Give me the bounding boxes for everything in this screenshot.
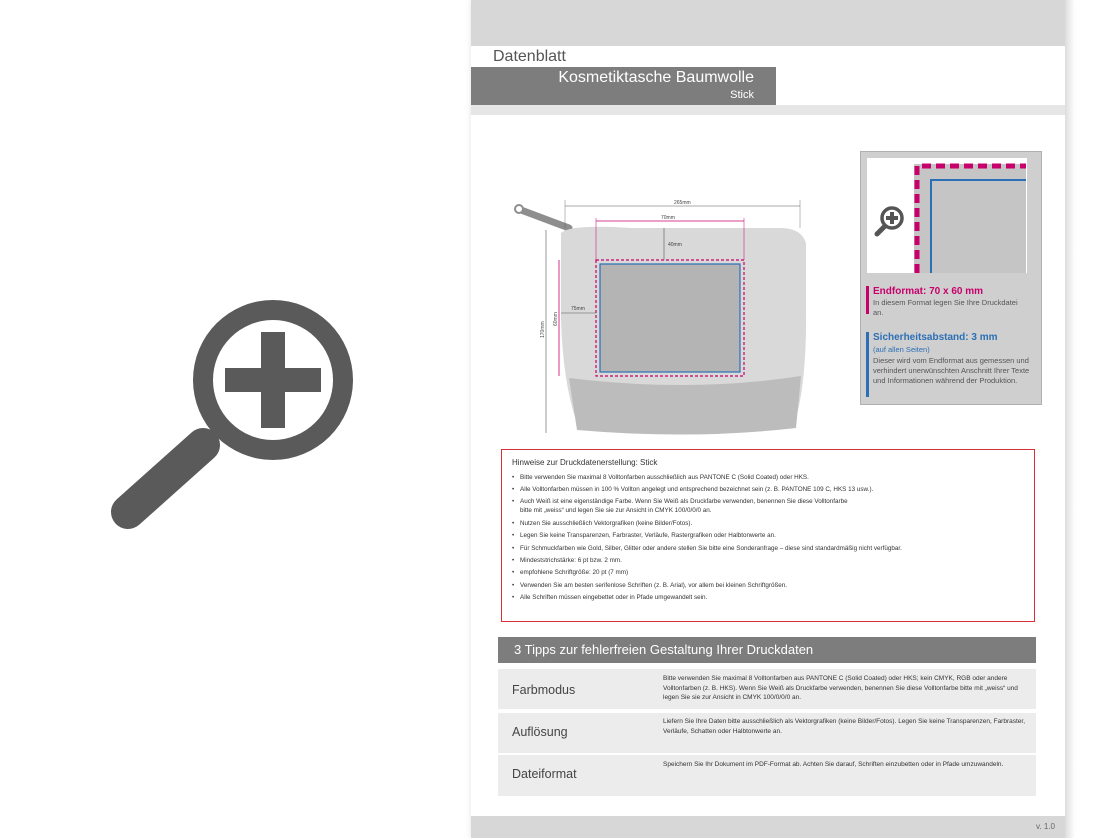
datasheet-page [471,0,1065,838]
hint-item: • Verwenden Sie am besten serifenlose Schriften (z. B. Arial), vor allem bei kleinen Schriftgrößen. [512,580,1027,592]
product-subtitle: Stick [730,89,754,101]
safety-title: Sicherheitsabstand: 3 mm [873,332,998,343]
datenblatt-label [471,46,590,67]
safety-subtitle: (auf allen Seiten) [873,345,930,354]
dim-width: 265mm [674,200,691,206]
tip-label: Farbmodus [512,683,576,697]
header-band [471,105,1065,115]
safety-area [600,264,740,372]
print-hints-box [501,449,1035,622]
page-shadow [1065,0,1075,838]
endformat-text: In diesem Format legen Sie Ihre Druckdatei an. [873,298,1018,317]
tip-row-aufloesung [498,713,1036,753]
zoom-in-icon[interactable] [108,290,368,530]
endformat-marker [866,286,869,314]
hint-item: • empfohlene Schriftgröße: 20 pt (7 mm) [512,567,1027,579]
version-label: v. 1.0 [1036,822,1055,831]
top-bar [471,0,1065,46]
tip-text: Speichern Sie Ihr Dokument im PDF-Format ab. Achten Sie darauf, Schriften einzubetten oder in Pfade umzuwandeln. [663,761,1004,768]
dim-top: 40mm [668,242,682,248]
hint-item: • Für Schmuckfarben wie Gold, Silber, Glitter oder andere stellen Sie bitte eine Sonderanfrage – diese sind standardmäßig nicht verfügbar. [512,543,1027,555]
datenblatt-text: Datenblatt [493,48,566,65]
hint-item: • Bitte verwenden Sie maximal 8 Volltonfarben ausschließlich aus PANTONE C (Solid Coated) oder HKS. [512,472,1027,484]
zipper-pull [521,210,569,228]
dim-print-width: 70mm [661,215,675,221]
hint-item: • Auch Weiß ist eine eigenständige Farbe. Wenn Sie Weiß als Druckfarbe verwenden, benennen Sie diese Volltonfarbe bitte mit „weiss“ und legen Sie sie zur Ansicht in CMYK 100/0/0/0 an. [512,497,860,515]
tips-title: 3 Tipps zur fehlerfreien Gestaltung Ihrer Druckdaten [514,642,814,657]
dim-print-height: 60mm [553,312,559,326]
hints-list [512,472,1027,605]
safety-text: Dieser wird vom Endformat aus gemessen und verhindert unerwünschten Anschnitt Ihrer Texte und Informationen während der Produktion. [873,356,1030,385]
endformat-title: Endformat: 70 x 60 mm [873,286,984,297]
product-title: Kosmetiktasche Baumwolle [558,69,754,86]
hint-item: • Alle Schriften müssen eingebettet oder in Pfade umgewandelt sein. [512,592,1027,604]
format-detail-box [860,151,1042,405]
dim-left: 75mm [571,306,585,312]
hint-item: • Nutzen Sie ausschließlich Vektorgrafiken (keine Bilder/Fotos). [512,518,1027,530]
corner-detail [867,158,1027,273]
hint-item: • Mindeststrichstärke: 6 pt bzw. 2 mm. [512,555,1027,567]
hint-item: • Alle Volltonfarben müssen in 100 % Vollton angelegt und entsprechend bezeichnet sein (z. B. PANTONE 109 C, HKS 13 usw.). [512,484,1027,496]
tip-text: Bitte verwenden Sie maximal 8 Volltonfarben aus PANTONE C (Solid Coated) oder HKS; kein CMYK, RGB oder andere Volltonfarben (z. B. HKS). Wenn Sie Weiß als Druckfarbe verwenden, benennen Sie diese Volltonfarbe bitte mit „weiss“ und legen Sie sie zur Ansicht in CMYK 100/0/0/0 an. [663,675,1018,701]
product-header [471,67,776,105]
hints-title: Hinweise zur Druckdatenerstellung: Stick [512,458,658,467]
tip-label: Auflösung [512,725,568,739]
tip-text: Liefern Sie Ihre Daten bitte ausschließlich als Vektorgrafiken (keine Bilder/Fotos). Legen Sie keine Transparenzen, Farbraster, Verläufe, Schatten oder Halbtonwerte an. [663,718,1026,735]
bag-illustration [511,188,831,448]
dim-height: 170mm [540,321,546,338]
safety-marker [866,332,869,397]
tip-label: Dateiformat [512,767,577,781]
bottom-bar [471,816,1065,838]
tip-row-dateiformat [498,755,1036,796]
detail-preview [867,158,1027,273]
hint-item: • Legen Sie keine Transparenzen, Farbraster, Verläufe, Rastergrafiken oder Halbtonwerte an. [512,530,1027,542]
tip-row-farbmodus [498,669,1036,709]
tips-header [498,637,1036,663]
